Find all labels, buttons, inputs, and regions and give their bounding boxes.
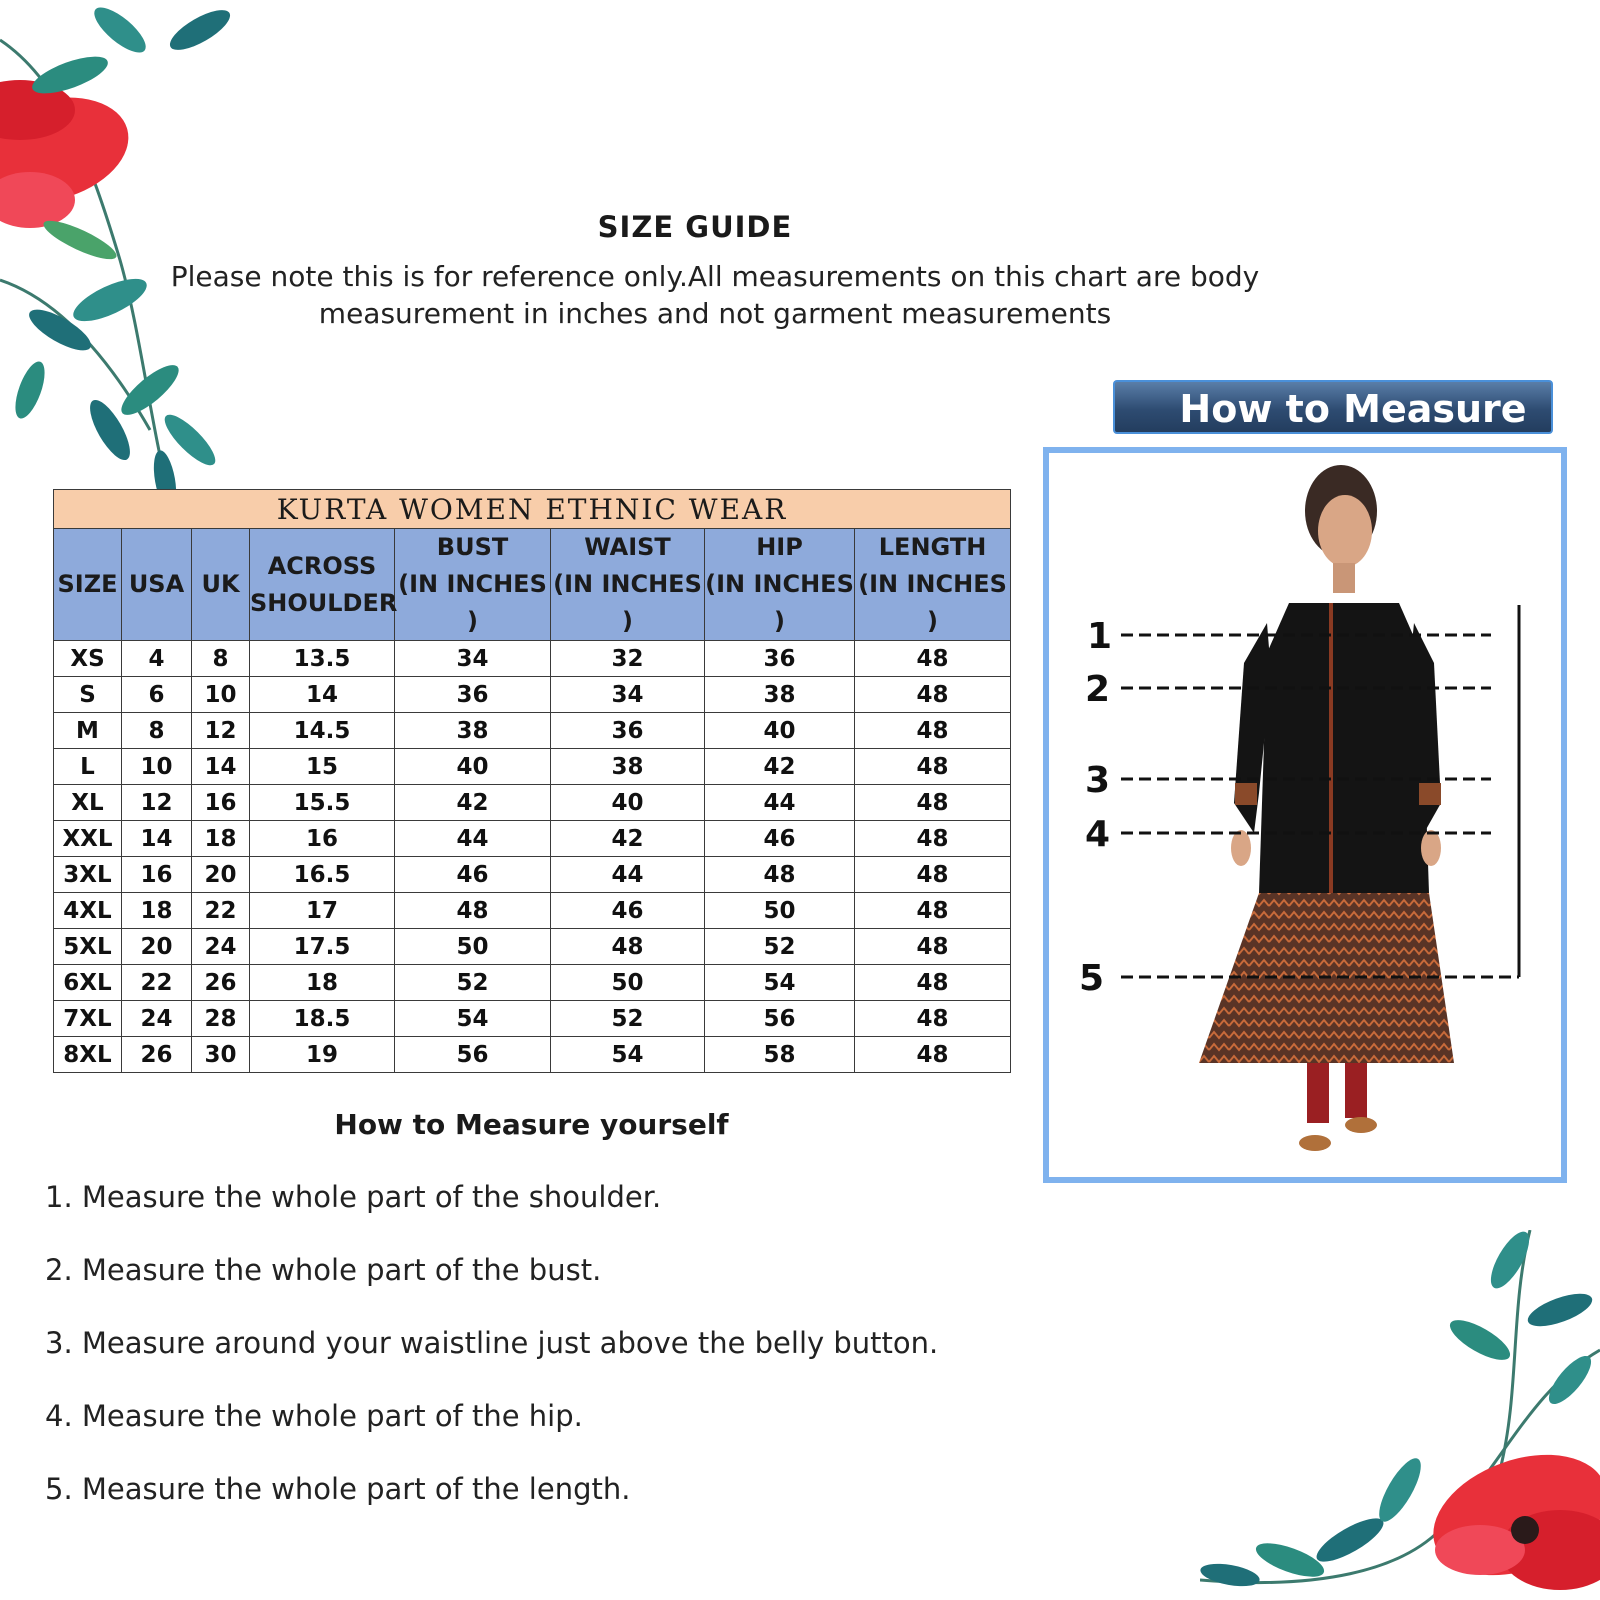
column-header: BUST (IN INCHES ) (395, 529, 551, 641)
table-cell: 48 (855, 1001, 1011, 1037)
table-cell: 20 (122, 929, 192, 965)
table-cell: 38 (551, 749, 705, 785)
table-cell: 48 (855, 785, 1011, 821)
right-sandal (1345, 1117, 1377, 1133)
column-header: UK (192, 529, 250, 641)
table-cell: 48 (855, 821, 1011, 857)
kurta-top (1259, 603, 1429, 893)
floral-decoration-bottom-right (1200, 1230, 1600, 1600)
table-cell: 44 (705, 785, 855, 821)
neck-shape (1333, 563, 1355, 593)
table-cell: 46 (705, 821, 855, 857)
table-cell: XL (54, 785, 122, 821)
table-cell: 8 (122, 713, 192, 749)
table-cell: 24 (192, 929, 250, 965)
table-cell: 38 (395, 713, 551, 749)
table-cell: 14.5 (250, 713, 395, 749)
table-cell: 40 (551, 785, 705, 821)
table-cell: 22 (122, 965, 192, 1001)
column-header: USA (122, 529, 192, 641)
left-leg (1307, 1063, 1329, 1123)
table-cell: 36 (705, 641, 855, 677)
table-cell: 19 (250, 1037, 395, 1073)
table-cell: 13.5 (250, 641, 395, 677)
table-cell: 17 (250, 893, 395, 929)
table-cell: 48 (395, 893, 551, 929)
table-cell: 34 (551, 677, 705, 713)
table-cell: 48 (855, 749, 1011, 785)
right-cuff (1419, 783, 1441, 805)
column-header: LENGTH (IN INCHES ) (855, 529, 1011, 641)
table-cell: 16 (122, 857, 192, 893)
instruction-step: 2. Measure the whole part of the bust. (45, 1253, 602, 1287)
table-cell: 22 (192, 893, 250, 929)
table-cell: 44 (395, 821, 551, 857)
table-cell: 46 (395, 857, 551, 893)
how-to-measure-header: How to Measure (1113, 380, 1553, 434)
instructions-title: How to Measure yourself (334, 1108, 729, 1141)
column-header: HIP (IN INCHES ) (705, 529, 855, 641)
table-row (54, 749, 1011, 785)
table-cell: 4XL (54, 893, 122, 929)
instruction-step: 4. Measure the whole part of the hip. (45, 1399, 583, 1433)
table-cell: 54 (395, 1001, 551, 1037)
table-cell: 24 (122, 1001, 192, 1037)
table-row (54, 641, 1011, 677)
table-cell: 16.5 (250, 857, 395, 893)
table-cell: 7XL (54, 1001, 122, 1037)
table-cell: 52 (705, 929, 855, 965)
table-cell: 48 (855, 677, 1011, 713)
table-cell: 12 (192, 713, 250, 749)
table-cell: 28 (192, 1001, 250, 1037)
size-chart-table (53, 489, 1011, 1073)
measure-illustration-panel (1043, 447, 1567, 1183)
marker-label-5: 5 (1079, 958, 1105, 999)
table-cell: 10 (192, 677, 250, 713)
table-cell: 56 (395, 1037, 551, 1073)
table-cell: 12 (122, 785, 192, 821)
reference-note: Please note this is for reference only.All measurements on this chart are body measurement in inches and not garment measurements (170, 260, 1260, 330)
table-row (54, 893, 1011, 929)
table-cell: 26 (122, 1037, 192, 1073)
instruction-step: 5. Measure the whole part of the length. (45, 1472, 631, 1506)
marker-label-4: 4 (1085, 814, 1111, 855)
table-cell: 48 (855, 857, 1011, 893)
table-cell: 48 (855, 1037, 1011, 1073)
table-row (54, 713, 1011, 749)
face-shape (1318, 495, 1372, 567)
table-row (54, 965, 1011, 1001)
table-cell: L (54, 749, 122, 785)
table-cell: 48 (551, 929, 705, 965)
marker-label-1: 1 (1087, 616, 1113, 657)
page-title: SIZE GUIDE (597, 210, 793, 244)
table-cell: 42 (395, 785, 551, 821)
instructions-list (45, 1180, 938, 1545)
table-cell: 48 (855, 965, 1011, 1001)
kurta-figure-illustration (1049, 453, 1561, 1177)
table-cell: 52 (395, 965, 551, 1001)
table-cell: 36 (551, 713, 705, 749)
table-cell: 14 (122, 821, 192, 857)
table-cell: 56 (705, 1001, 855, 1037)
column-header: ACROSS SHOULDER (250, 529, 395, 641)
table-cell: 15 (250, 749, 395, 785)
table-cell: 36 (395, 677, 551, 713)
instruction-step: 1. Measure the whole part of the shoulder. (45, 1180, 662, 1214)
table-cell: 8 (192, 641, 250, 677)
table-caption: KURTA WOMEN ETHNIC WEAR (54, 490, 1011, 529)
table-row (54, 1001, 1011, 1037)
table-body (54, 641, 1011, 1073)
table-cell: 20 (192, 857, 250, 893)
table-cell: 18 (250, 965, 395, 1001)
left-sandal (1299, 1135, 1331, 1151)
table-cell: 17.5 (250, 929, 395, 965)
table-cell: 54 (551, 1037, 705, 1073)
table-cell: 44 (551, 857, 705, 893)
table-cell: M (54, 713, 122, 749)
table-cell: 3XL (54, 857, 122, 893)
table-cell: 16 (192, 785, 250, 821)
table-cell: 14 (250, 677, 395, 713)
table-cell: 40 (705, 713, 855, 749)
table-cell: 48 (855, 641, 1011, 677)
table-cell: XXL (54, 821, 122, 857)
table-cell: 15.5 (250, 785, 395, 821)
table-cell: 6 (122, 677, 192, 713)
table-cell: 40 (395, 749, 551, 785)
table-row (54, 929, 1011, 965)
table-cell: 34 (395, 641, 551, 677)
table-cell: 16 (250, 821, 395, 857)
right-leg (1345, 1063, 1367, 1118)
table-cell: 50 (551, 965, 705, 1001)
table-cell: 30 (192, 1037, 250, 1073)
table-cell: 48 (855, 929, 1011, 965)
table-cell: 32 (551, 641, 705, 677)
table-row (54, 677, 1011, 713)
table-cell: 58 (705, 1037, 855, 1073)
column-header: SIZE (54, 529, 122, 641)
left-cuff (1235, 783, 1257, 805)
table-cell: 8XL (54, 1037, 122, 1073)
marker-label-3: 3 (1085, 760, 1111, 801)
table-cell: 18 (192, 821, 250, 857)
table-cell: 50 (395, 929, 551, 965)
table-cell: 5XL (54, 929, 122, 965)
table-cell: 10 (122, 749, 192, 785)
table-cell: 4 (122, 641, 192, 677)
table-cell: 38 (705, 677, 855, 713)
marker-label-2: 2 (1085, 669, 1111, 710)
table-cell: 46 (551, 893, 705, 929)
table-cell: 26 (192, 965, 250, 1001)
table-cell: 42 (551, 821, 705, 857)
table-cell: 50 (705, 893, 855, 929)
table-cell: 48 (705, 857, 855, 893)
table-cell: XS (54, 641, 122, 677)
table-cell: 42 (705, 749, 855, 785)
table-cell: S (54, 677, 122, 713)
left-hand (1231, 830, 1251, 866)
table-cell: 6XL (54, 965, 122, 1001)
table-header-row (54, 529, 1011, 641)
table-cell: 14 (192, 749, 250, 785)
column-header: WAIST (IN INCHES ) (551, 529, 705, 641)
table-cell: 18 (122, 893, 192, 929)
table-row (54, 1037, 1011, 1073)
table-cell: 48 (855, 893, 1011, 929)
instruction-step: 3. Measure around your waistline just above the belly button. (45, 1326, 939, 1360)
table-row (54, 785, 1011, 821)
table-cell: 52 (551, 1001, 705, 1037)
table-row (54, 821, 1011, 857)
right-hand (1421, 830, 1441, 866)
table-row (54, 857, 1011, 893)
table-cell: 18.5 (250, 1001, 395, 1037)
table-cell: 54 (705, 965, 855, 1001)
table-cell: 48 (855, 713, 1011, 749)
